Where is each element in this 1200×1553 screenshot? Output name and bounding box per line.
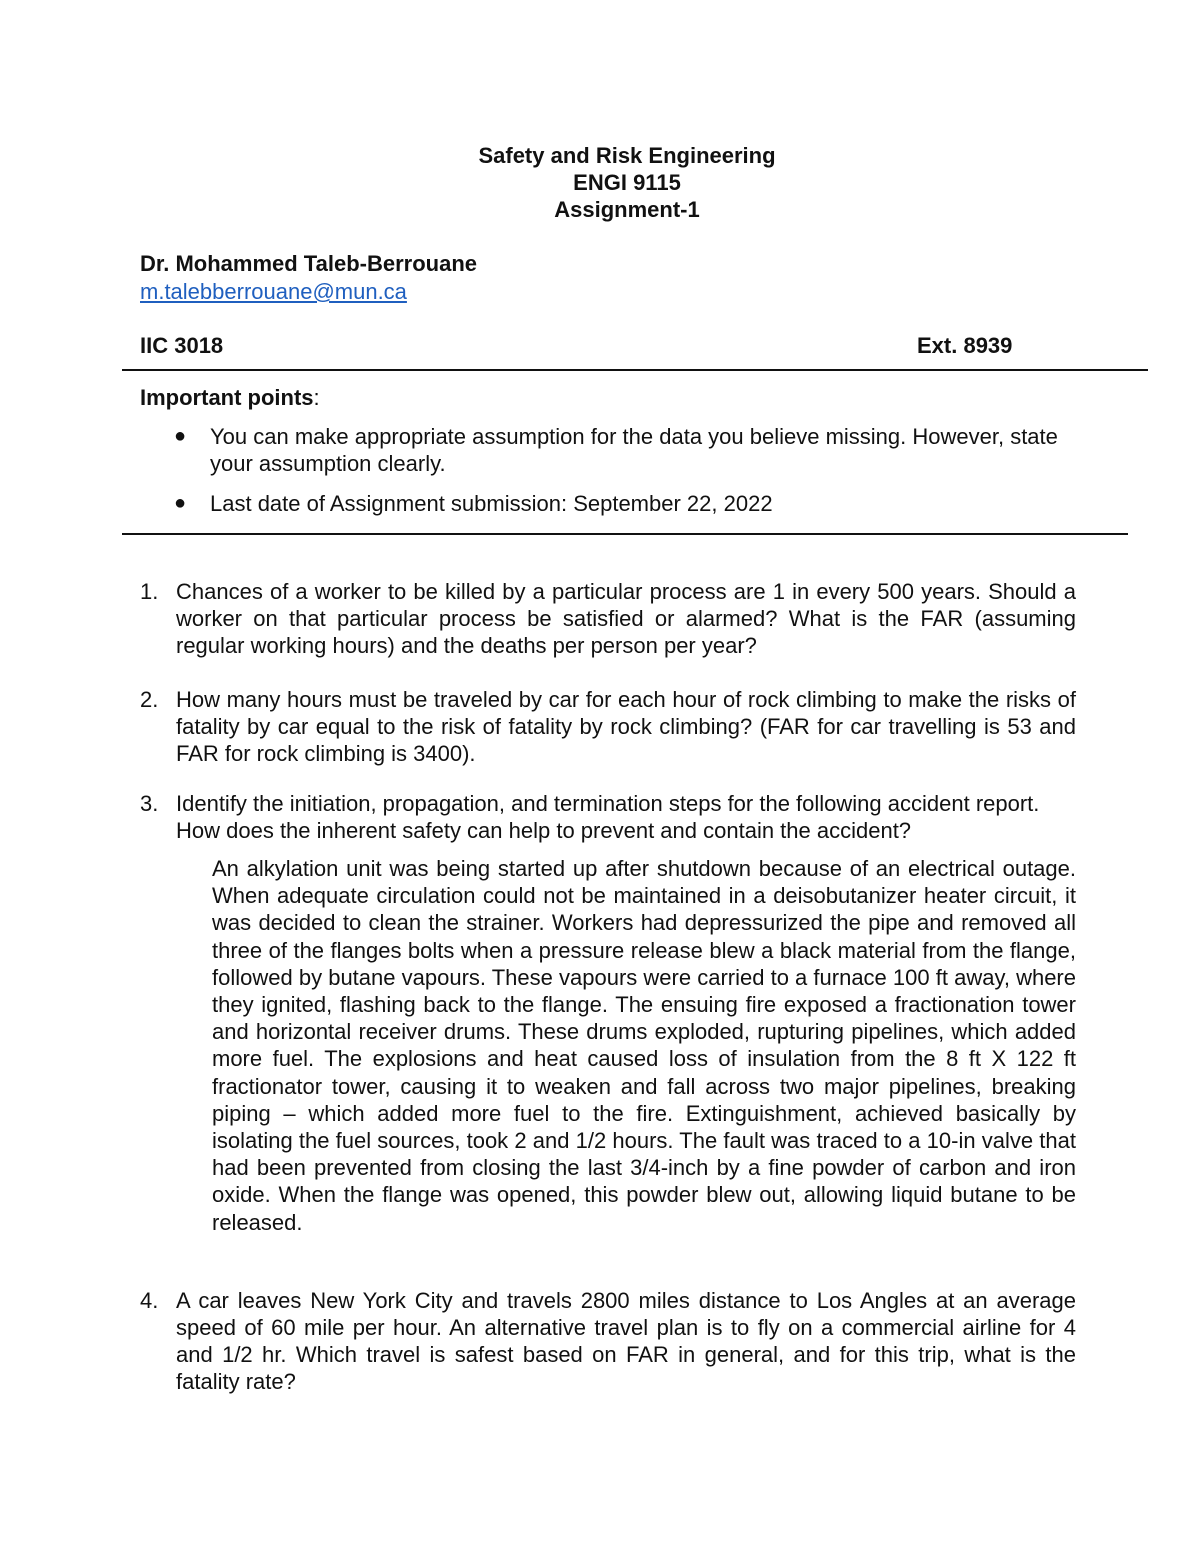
question-number: 2. [140, 687, 159, 712]
office-room: IIC 3018 [140, 333, 224, 358]
question-number: 4. [140, 1288, 159, 1313]
question-number: 3. [140, 791, 159, 816]
question-1 [140, 578, 1076, 659]
important-heading-label: Important points [140, 385, 314, 410]
important-heading [140, 385, 320, 411]
question-text: Identify the initiation, propagation, and termination steps for the following accident report. How does the inherent safety can help to prevent and contain the accident? [176, 791, 1040, 843]
bullet-dot-icon: ● [174, 425, 187, 447]
question-3 [140, 790, 1076, 844]
assignment-title: Assignment-1 [554, 197, 700, 222]
top-divider [122, 369, 1148, 371]
question-4 [140, 1287, 1076, 1395]
question-text: How many hours must be traveled by car for each hour of rock climbing to make the risks of fatality by car equal to the risk of fatality by rock climbing? (FAR for car travelling is 53 and FAR for rock climbing is 3400). [176, 687, 1076, 766]
course-title: Safety and Risk Engineering [478, 143, 776, 168]
question-text: A car leaves New York City and travels 2800 miles distance to Los Angles at an average speed of 60 mile per hour. An alternative travel plan is to fly on a commercial airline for 4 and 1/2 hr. Which travel is safest based on FAR in general, and for this trip, what is the fatality rate? [176, 1288, 1076, 1394]
bottom-divider [122, 533, 1128, 535]
question-2 [140, 686, 1076, 767]
instructor-name: Dr. Mohammed Taleb-Berrouane [140, 251, 477, 276]
question-number: 1. [140, 579, 159, 604]
bullet-dot-icon: ● [174, 492, 187, 514]
important-bullet-2 [174, 490, 1094, 517]
important-bullet-text: You can make appropriate assumption for the data you believe missing. However, state your assumption clearly. [210, 424, 1058, 476]
important-bullet-1 [174, 423, 1094, 477]
office-extension: Ext. 8939 [917, 333, 1013, 358]
important-bullet-list [174, 423, 1094, 517]
important-bullet-text: Last date of Assignment submission: September 22, 2022 [210, 491, 773, 516]
course-code: ENGI 9115 [573, 170, 681, 195]
instructor-email-link[interactable]: m.talebberrouane@mun.ca [140, 279, 407, 304]
question-text: Chances of a worker to be killed by a particular process are 1 in every 500 years. Should a worker on that particular process be satisfied or alarmed? What is the FAR (assuming regular working hours) and the deaths per person per year? [176, 579, 1076, 658]
important-heading-colon: : [313, 385, 320, 410]
accident-report-paragraph: An alkylation unit was being started up after shutdown because of an electrical outage. When adequate circulation could not be maintained in a deisobutanizer heater circuit, it was decided to clean the strainer. Workers had depressurized the pipe and removed all three of the flanges bolts when a pressure release blew a black material from the flange, followed by butane vapours. These vapours were carried to a furnace 100 ft away, where they ignited, flashing back to the flange. The ensuing fire exposed a fractionation tower and horizontal receiver drums. These drums exploded, rupturing pipelines, which added more fuel. The explosions and heat caused loss of insulation from the 8 ft X 122 ft fractionator tower, causing it to weaken and fall across two major pipelines, breaking piping – which added more fuel to the fire. Extinguishment, achieved basically by isolating the fuel sources, took 2 and 1/2 hours. The fault was traced to a 10-in valve that had been prevented from closing the last 3/4-inch by a fine powder of carbon and iron oxide. When the flange was opened, this powder blew out, allowing liquid butane to be released. [212, 856, 1076, 1235]
